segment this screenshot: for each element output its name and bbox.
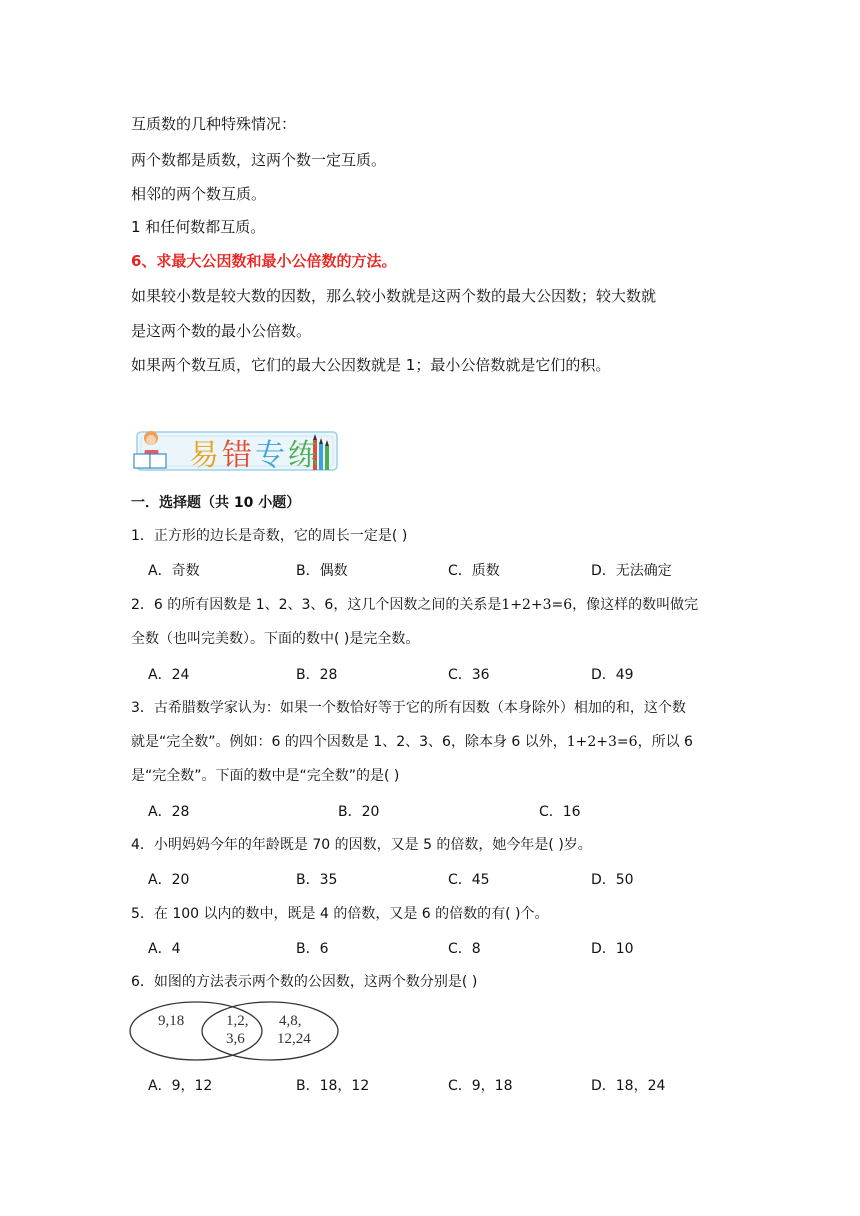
- banner-char-4: 练: [288, 438, 321, 473]
- question-4: 4．小明妈妈今年的年龄既是 70 的因数，又是 5 的倍数，她今年是( )岁。: [131, 837, 592, 853]
- banner-title: [189, 430, 321, 474]
- question-3-line-1: 3．古希腊数学家认为：如果一个数恰好等于它的所有因数（本身除外）相加的和，这个数: [131, 700, 686, 716]
- q2-option-c[interactable]: C．36: [448, 667, 490, 683]
- note-line-4: 1 和任何数都互质。: [131, 218, 266, 236]
- q5-option-a[interactable]: A．4: [148, 941, 181, 957]
- venn-middle-label-2: 3,6: [226, 1031, 245, 1047]
- q4-option-c[interactable]: C．45: [448, 872, 490, 888]
- method-paragraph-2: 如果两个数互质，它们的最大公因数就是 1；最小公倍数就是它们的积。: [131, 356, 611, 374]
- q3-text-a: 就是“完全数”。例如：6 的四个因数是 1、2、3、6，除本身 6 以外，: [131, 734, 567, 750]
- section-title: 一．选择题（共 10 小题）: [131, 495, 301, 511]
- q2-equation: 1+2+3=6: [501, 597, 573, 613]
- venn-right-circle: [202, 1002, 338, 1060]
- method-paragraph-1b: 是这两个数的最小公倍数。: [131, 322, 312, 340]
- venn-svg: [128, 1000, 342, 1062]
- q1-option-c[interactable]: C．质数: [448, 563, 500, 579]
- question-3-line-2: [131, 731, 693, 751]
- q2-text-a: 2．6 的所有因数是 1、2、3、6，这几个因数之间的关系是: [131, 597, 502, 613]
- banner-char-3: 专: [255, 438, 288, 473]
- q3-text-b: ，所以 6: [637, 734, 693, 750]
- question-2-line-2: 全数（也叫完美数）。下面的数中( )是完全数。: [131, 631, 420, 647]
- q5-option-d[interactable]: D．10: [591, 941, 634, 957]
- q1-option-a[interactable]: A．奇数: [148, 563, 200, 579]
- q3-option-c[interactable]: C．16: [539, 804, 581, 820]
- heading-6: 6、求最大公因数和最小公倍数的方法。: [131, 252, 397, 270]
- q1-option-d[interactable]: D．无法确定: [591, 563, 672, 579]
- method-paragraph-1a: 如果较小数是较大数的因数，那么较小数就是这两个数的最大公因数；较大数就: [131, 287, 657, 305]
- q4-option-a[interactable]: A．20: [148, 872, 190, 888]
- venn-diagram: [128, 1000, 342, 1062]
- q2-option-a[interactable]: A．24: [148, 667, 190, 683]
- q4-option-d[interactable]: D．50: [591, 872, 634, 888]
- q2-text-b: ，像这样的数叫做完: [572, 597, 699, 613]
- question-2-line-1: [131, 594, 698, 614]
- q2-option-b[interactable]: B．28: [296, 667, 338, 683]
- q5-option-b[interactable]: B．6: [296, 941, 329, 957]
- question-1: 1．正方形的边长是奇数，它的周长一定是( ): [131, 528, 408, 544]
- note-line-2: 两个数都是质数，这两个数一定互质。: [131, 151, 387, 169]
- note-line-1: 互质数的几种特殊情况：: [131, 115, 297, 133]
- q3-equation: 1+2+3=6: [566, 734, 638, 750]
- practice-banner: [131, 424, 346, 476]
- question-5: 5．在 100 以内的数中，既是 4 的倍数，又是 6 的倍数的有( )个。: [131, 906, 549, 922]
- q6-option-c[interactable]: C．9，18: [448, 1078, 513, 1094]
- venn-right-label-2: 12,24: [277, 1031, 311, 1047]
- banner-char-1: 易: [189, 438, 222, 473]
- q3-option-b[interactable]: B．20: [338, 804, 380, 820]
- q3-option-a[interactable]: A．28: [148, 804, 190, 820]
- q5-option-c[interactable]: C．8: [448, 941, 481, 957]
- question-3-line-3: 是“完全数”。下面的数中是“完全数”的是( ): [131, 768, 400, 784]
- q4-option-b[interactable]: B．35: [296, 872, 338, 888]
- venn-right-label-1: 4,8,: [279, 1013, 302, 1029]
- q1-option-b[interactable]: B．偶数: [296, 563, 348, 579]
- note-line-3: 相邻的两个数互质。: [131, 185, 267, 203]
- banner-char-2: 错: [222, 438, 255, 473]
- q2-option-d[interactable]: D．49: [591, 667, 634, 683]
- q6-option-a[interactable]: A．9，12: [148, 1078, 213, 1094]
- q6-option-b[interactable]: B．18，12: [296, 1078, 370, 1094]
- venn-left-label: 9,18: [158, 1013, 185, 1029]
- q6-option-d[interactable]: D．18，24: [591, 1078, 666, 1094]
- question-6: 6．如图的方法表示两个数的公因数，这两个数分别是( ): [131, 974, 478, 990]
- venn-middle-label-1: 1,2,: [226, 1013, 249, 1029]
